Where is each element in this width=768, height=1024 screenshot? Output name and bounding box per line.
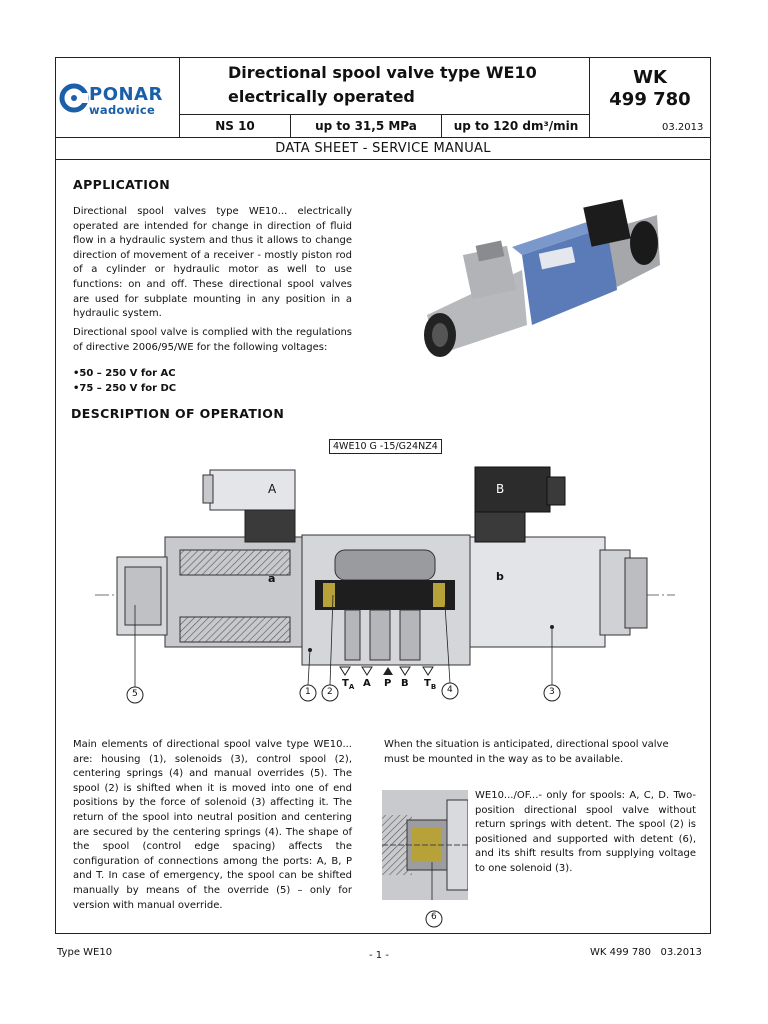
footer-left: Type WE10: [57, 947, 113, 958]
valve-cross-section: [95, 455, 675, 705]
detent-inset: [382, 790, 468, 900]
application-para1: Directional spool valves type WE10... electrically operated are intended for change in direction of fluid flow in a hydraulic system and thus it allows to change direction of movement of a receiver - mostly piston rod of a cylinder or hydraulic motor as well to use functions: on and off. These directional spool valves are used for subplate mounting in any position in a hydraulic system.: [73, 206, 352, 320]
application-para2: Directional spool valve is complied with the regulations of directive 2006/95/WE for the following voltages:: [73, 327, 352, 353]
header: [56, 58, 710, 156]
port-b: B: [401, 678, 409, 689]
callout-6: 6: [431, 912, 437, 922]
chamber-a-label: a: [268, 572, 276, 585]
doc-date: 03.2013: [662, 122, 704, 133]
title-cell: [180, 58, 590, 115]
port-tb: $T_B$: [424, 678, 437, 691]
callout-3: 3: [549, 687, 555, 697]
data-sheet-banner: DATA SHEET - SERVICE MANUAL: [56, 138, 710, 160]
chamber-b-label: b: [496, 570, 504, 583]
page-title-line2: electrically operated: [228, 87, 415, 106]
description-heading: DESCRIPTION OF OPERATION: [71, 406, 285, 421]
solenoid-b-label: B: [496, 482, 505, 496]
spec-pressure: up to 31,5 MPa: [291, 115, 442, 137]
ponar-logo-icon: [59, 83, 89, 113]
of-version-text: WE10.../OF...- only for spools: A, C, D. Two-position directional spool valve without return springs with detent. The spool (2) is positioned and supported with detent (6), and its shift results from supplying voltage to one solenoid (3).: [475, 790, 696, 874]
doc-code-line2: 499 780: [609, 89, 691, 110]
callout-2: 2: [327, 687, 333, 697]
logo-top-text: PONAR: [89, 84, 163, 105]
doc-code-line1: WK: [633, 67, 667, 88]
code-cell: [590, 58, 710, 137]
callout-4: 4: [447, 685, 453, 695]
voltage-dc: •75 – 250 V for DC: [73, 383, 177, 394]
port-p: P: [384, 678, 392, 689]
logo-cell: [56, 58, 180, 137]
port-a: A: [363, 678, 371, 689]
footer-right: WK 499 780 03.2013: [590, 947, 702, 958]
spec-row: [180, 115, 590, 137]
mounting-note: When the situation is anticipated, directional spool valve must be mounted in the way as to be available.: [384, 739, 669, 765]
spec-flow: up to 120 dm³/min: [453, 119, 579, 133]
solenoid-a-label: A: [268, 482, 277, 496]
logo-bottom-text: wadowice: [89, 103, 156, 117]
callout-1: 1: [305, 687, 311, 697]
valve-photo: [422, 195, 662, 365]
main-elements-text: Main elements of directional spool valve type WE10... are: housing (1), solenoids (3), control spool (2), centering springs (4) and manual overrides (5). The spool (2) is shifted when it is moved into one of end positions by the force of solenoid (3) affecting it. The return of the spool into neutral position and centering are secured by the centering springs (4). The shape of the spool (control edge spacing) affects the configuration of connections among the ports: A, B, P and T. In case of emergency, the spool can be shifted manually by means of the override (5) – only for version with manual override.: [73, 739, 352, 911]
application-heading: APPLICATION: [73, 177, 171, 192]
model-label: 4WE10 G -15/G24NZ4: [329, 439, 442, 454]
spec-size: NS 10: [180, 115, 291, 137]
port-ta: $T_A$: [342, 678, 355, 691]
page-title-line1: Directional spool valve type WE10: [228, 63, 537, 82]
voltage-ac: •50 – 250 V for AC: [73, 368, 176, 379]
callout-5: 5: [132, 689, 138, 699]
footer-page: - 1 -: [369, 950, 389, 961]
